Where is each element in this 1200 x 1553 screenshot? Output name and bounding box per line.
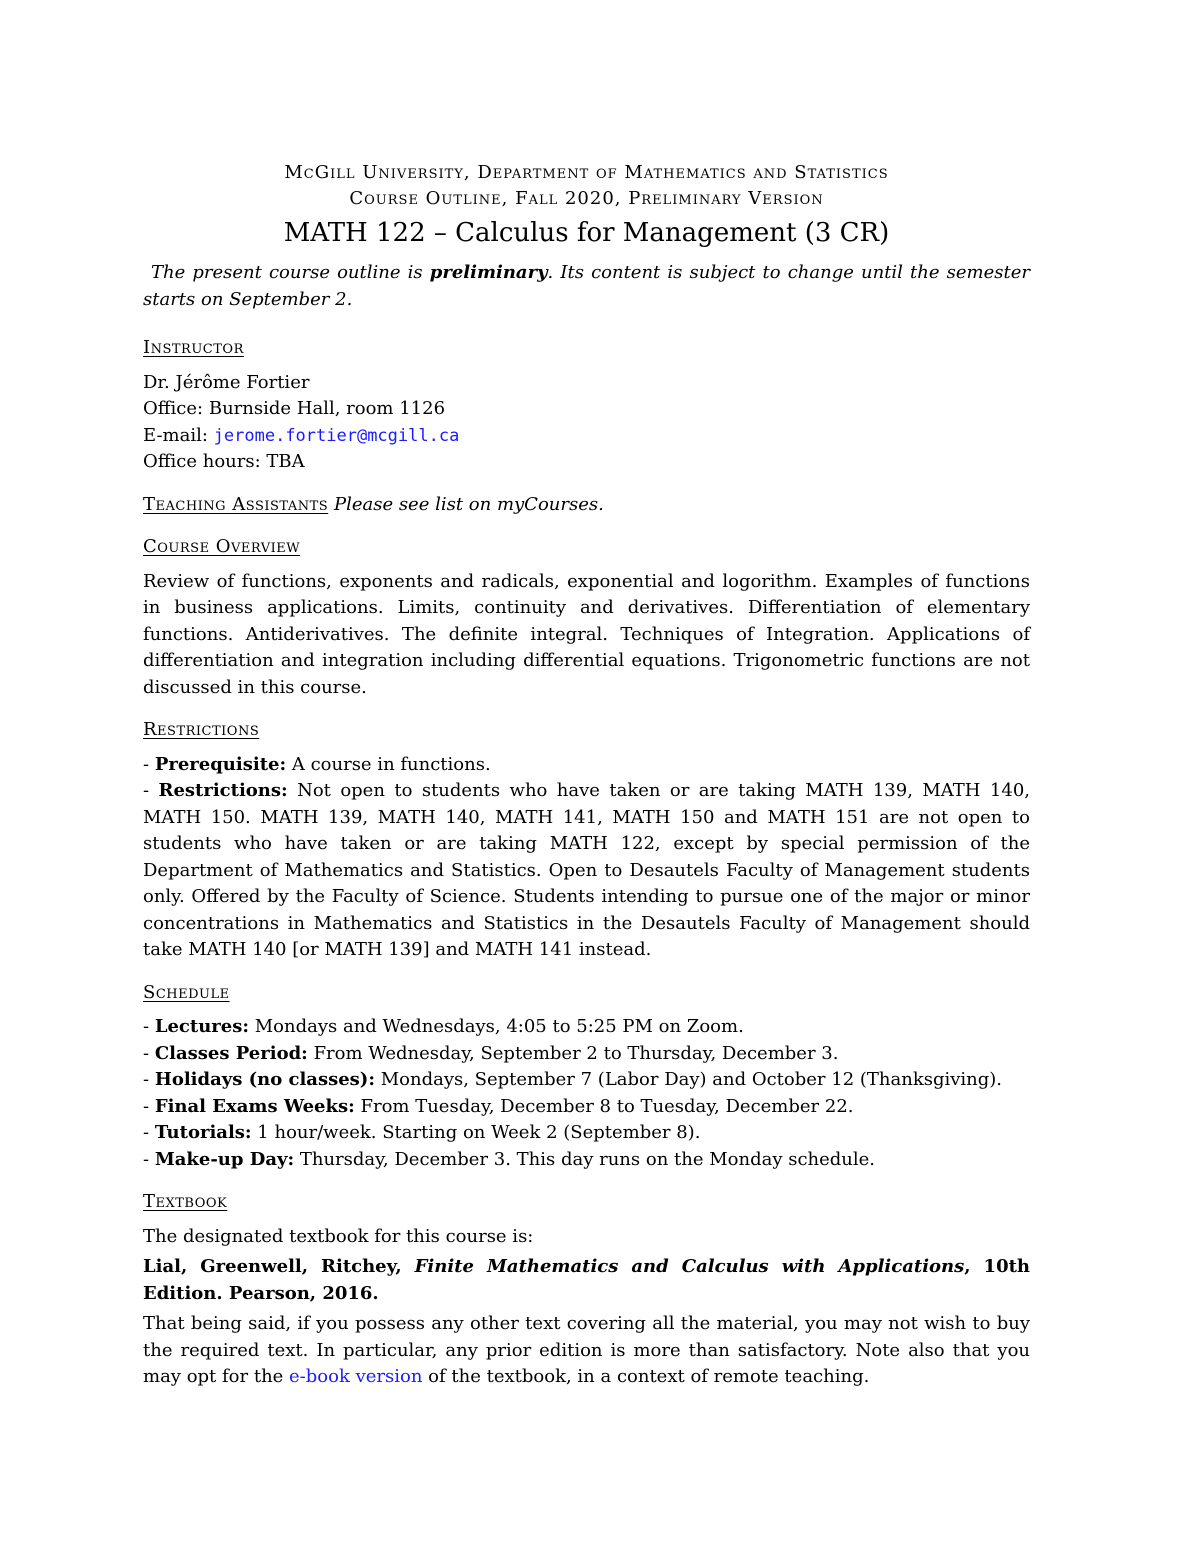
instructor-email — [143, 423, 1030, 450]
notice-text-1: The present course outline is — [151, 262, 430, 283]
office-value: Burnside Hall, room 1126 — [208, 398, 446, 419]
schedule-item: - Tutorials: 1 hour/week. Starting on Week 2 (September 8). — [143, 1122, 701, 1143]
schedule-section — [143, 980, 1030, 1174]
preliminary-notice — [143, 260, 1030, 313]
textbook-authors: Lial, Greenwell, Ritchey, — [143, 1256, 415, 1277]
hours-value: TBA — [266, 451, 305, 472]
schedule-label: Final Exams Weeks: — [154, 1095, 355, 1117]
outline-line: Course Outline, Fall 2020, Preliminary Version — [349, 188, 824, 209]
overview-text: Review of functions, exponents and radicals, exponential and logorithm. Examples of functions in business applications. Limits, continuity and derivatives. Differentiation of elementary functions. Antiderivatives. The definite integral. Techniques of Integration. Applications of differentiation and integration including differential equations. Trigonometric functions are not discussed in this course. — [143, 570, 1030, 698]
restrictions-item: - Restrictions: Not open to students who have taken or are taking MATH 139, MATH 140, MATH 150. MATH 139, MATH 140, MATH 141, MATH 150 and MATH 151 are not open to students who have taken or are taking MATH 122, except by special permission of the Department of Mathematics and Statistics. Open to Desautels Faculty of Management students only. Offered by the Faculty of Science. Students intending to pursue one of the major or minor concentrations in Mathematics and Statistics in the Desautels Faculty of Management should take MATH 140 [or MATH 139] and MATH 141 instead. — [143, 780, 1030, 960]
schedule-label: Make-up Day: — [154, 1148, 295, 1170]
instructor-office — [143, 396, 1030, 423]
restr-label: Restrictions: — [158, 780, 288, 801]
office-label: Office: — [143, 398, 204, 419]
schedule-label: Lectures: — [154, 1016, 249, 1037]
notice-bold: preliminary — [429, 262, 548, 283]
schedule-heading: Schedule — [143, 981, 230, 1003]
textbook-title: Finite Mathematics and Calculus with Applications — [414, 1256, 965, 1277]
overview-section — [143, 534, 1030, 701]
schedule-item: - Lectures: Mondays and Wednesdays, 4:05 to 5:25 PM on Zoom. — [143, 1016, 744, 1037]
schedule-value: Mondays and Wednesdays, 4:05 to 5:25 PM on Zoom. — [254, 1016, 744, 1037]
schedule-label: Classes Period: — [154, 1042, 308, 1064]
prereq-label: Prerequisite: — [154, 753, 287, 775]
schedule-value: Thursday, December 3. This day runs on the Monday schedule. — [299, 1148, 876, 1170]
email-label: E-mail: — [143, 424, 208, 446]
instructor-hours — [143, 449, 1030, 476]
instructor-section — [143, 335, 1030, 476]
textbook-para-2: of the textbook, in a context of remote teaching. — [422, 1366, 870, 1387]
email-link[interactable]: jerome.fortier@mcgill.ca — [213, 425, 460, 446]
schedule-item: - Holidays (no classes): Mondays, September 7 (Labor Day) and October 12 (Thanksgiving). — [143, 1069, 1003, 1090]
schedule-value: Mondays, September 7 (Labor Day) and October 12 (Thanksgiving). — [380, 1069, 1003, 1090]
schedule-value: 1 hour/week. Starting on Week 2 (September 8). — [257, 1122, 701, 1143]
textbook-section — [143, 1189, 1030, 1391]
hours-label: Office hours: — [143, 451, 261, 472]
textbook-heading: Textbook — [143, 1191, 228, 1212]
overview-heading: Course Overview — [143, 536, 301, 557]
schedule-label: Tutorials: — [154, 1122, 252, 1143]
textbook-para-1: That being said, if you possess any other text covering all the material, you may not wish to buy the required text. In particular, any prior edition is more than satisfactory. Note also that you may opt for the — [143, 1313, 1030, 1387]
ta-heading: Teaching Assistants — [143, 493, 329, 515]
instructor-heading: Instructor — [143, 337, 244, 358]
ta-section — [143, 492, 1030, 519]
ta-note: Please see list on myCourses. — [333, 493, 604, 515]
textbook-citation — [143, 1254, 1030, 1307]
notice-text-2: . Its content is subject to change until the semester starts on September 2. — [143, 262, 1030, 310]
schedule-item: - Final Exams Weeks: From Tuesday, December 8 to Tuesday, December 22. — [143, 1095, 854, 1117]
textbook-intro: The designated textbook for this course is: — [143, 1225, 534, 1247]
prereq-value: A course in functions. — [291, 753, 491, 775]
course-title: MATH 122 – Calculus for Management (3 CR) — [283, 218, 890, 248]
restrictions-section — [143, 717, 1030, 964]
prerequisite-item: - Prerequisite: A course in functions. — [143, 753, 491, 775]
ebook-link[interactable]: e-book version — [289, 1366, 423, 1387]
university-line: McGill University, Department of Mathematics and Statistics — [284, 162, 889, 183]
restr-value: Not open to students who have taken or are taking MATH 139, MATH 140, MATH 150. MATH 139, MATH 140, MATH 141, MATH 150 and MATH 151 are not open to students who have taken or are taking MATH 122, except by special permission of the Department of Mathematics and Statistics. Open to Desautels Faculty of Management students only. Offered by the Faculty of Science. Students intending to pursue one of the major or minor concentrations in Mathematics and Statistics in the Desautels Faculty of Management should take MATH 140 [or MATH 139] and MATH 141 instead. — [143, 780, 1030, 960]
schedule-list — [143, 1014, 1030, 1173]
schedule-item: - Make-up Day: Thursday, December 3. This day runs on the Monday schedule. — [143, 1148, 876, 1170]
instructor-name: Dr. Jérôme Fortier — [143, 371, 310, 393]
textbook-paragraph — [143, 1311, 1030, 1391]
schedule-label: Holidays (no classes): — [154, 1069, 375, 1090]
schedule-item: - Classes Period: From Wednesday, September 2 to Thursday, December 3. — [143, 1042, 839, 1064]
textbook-edition: , 10th Edition. Pearson, 2016. — [143, 1256, 1030, 1304]
restrictions-heading: Restrictions — [143, 719, 260, 740]
schedule-value: From Wednesday, September 2 to Thursday, December 3. — [313, 1042, 839, 1064]
document-header — [143, 160, 1030, 250]
schedule-value: From Tuesday, December 8 to Tuesday, December 22. — [360, 1095, 854, 1117]
